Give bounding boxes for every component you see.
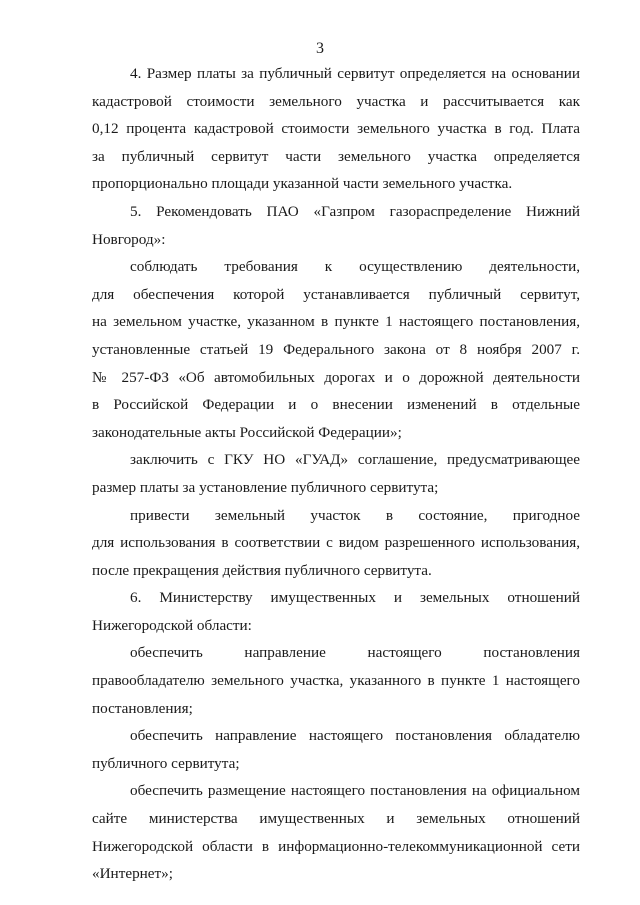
item-restore-line-1: привести земельный участок в состояние, пригодное [130,506,580,524]
page-number: 3 [316,40,324,57]
item-send-owner-line-2: правообладателю земельного участка, указанного в пункте 1 настоящего [92,672,580,690]
item-publish-line-2: сайте министерства имущественных и земельных отношений [92,810,580,828]
paragraph-4-line-3: 0,12 процента кадастровой стоимости земельного участка в год. Плата [92,120,580,138]
item-comply-line-5: № 257-ФЗ «Об автомобильных дорогах и о дорожной деятельности [92,368,580,386]
paragraph-5-line-2: Новгород»: [92,230,166,248]
paragraph-4-line-4: за публичный сервитут части земельного участка определяется [92,147,580,165]
paragraph-4-line-2: кадастровой стоимости земельного участка и рассчитывается как [92,92,580,110]
document-body [92,60,580,888]
item-publish-line-4: «Интернет»; [92,865,173,883]
item-restore-line-3: после прекращения действия публичного сервитута. [92,561,432,579]
item-agreement-line-1: заключить с ГКУ НО «ГУАД» соглашение, предусматривающее [130,451,580,469]
paragraph-6-line-2: Нижегородской области: [92,616,252,634]
paragraph-5-line-1: 5. Рекомендовать ПАО «Газпром газораспределение Нижний [130,202,580,220]
paragraph-4-line-1: 4. Размер платы за публичный сервитут определяется на основании [130,65,580,82]
item-comply-line-7: законодательные акты Российской Федерации»; [92,423,402,441]
item-publish-line-3: Нижегородской области в информационно-телекоммуникационной сети [92,837,580,855]
item-agreement-line-2: размер платы за установление публичного сервитута; [92,478,439,496]
item-comply-line-1: соблюдать требования к осуществлению деятельности, [130,258,580,276]
item-comply-line-2: для обеспечения которой устанавливается публичный сервитут, [92,285,580,303]
item-restore-line-2: для использования в соответствии с видом разрешенного использования, [92,534,580,552]
paragraph-4-line-5: пропорционально площади указанной части земельного участка. [92,175,513,193]
item-comply-line-4: установленные статьей 19 Федерального закона от 8 ноября 2007 г. [92,340,580,358]
item-comply-line-3: на земельном участке, указанном в пункте 1 настоящего постановления, [92,313,580,331]
item-send-holder-line-1: обеспечить направление настоящего постановления обладателю [130,727,580,745]
item-send-holder-line-2: публичного сервитута; [92,754,240,772]
item-send-owner-line-3: постановления; [92,699,193,717]
item-comply-line-6: в Российской Федерации и о внесении изменений в отдельные [92,396,580,414]
item-send-owner-line-1: обеспечить направление настоящего постановления [130,644,580,662]
item-publish-line-1: обеспечить размещение настоящего постановления на официальном [130,782,580,800]
paragraph-6-line-1: 6. Министерству имущественных и земельных отношений [130,589,580,607]
